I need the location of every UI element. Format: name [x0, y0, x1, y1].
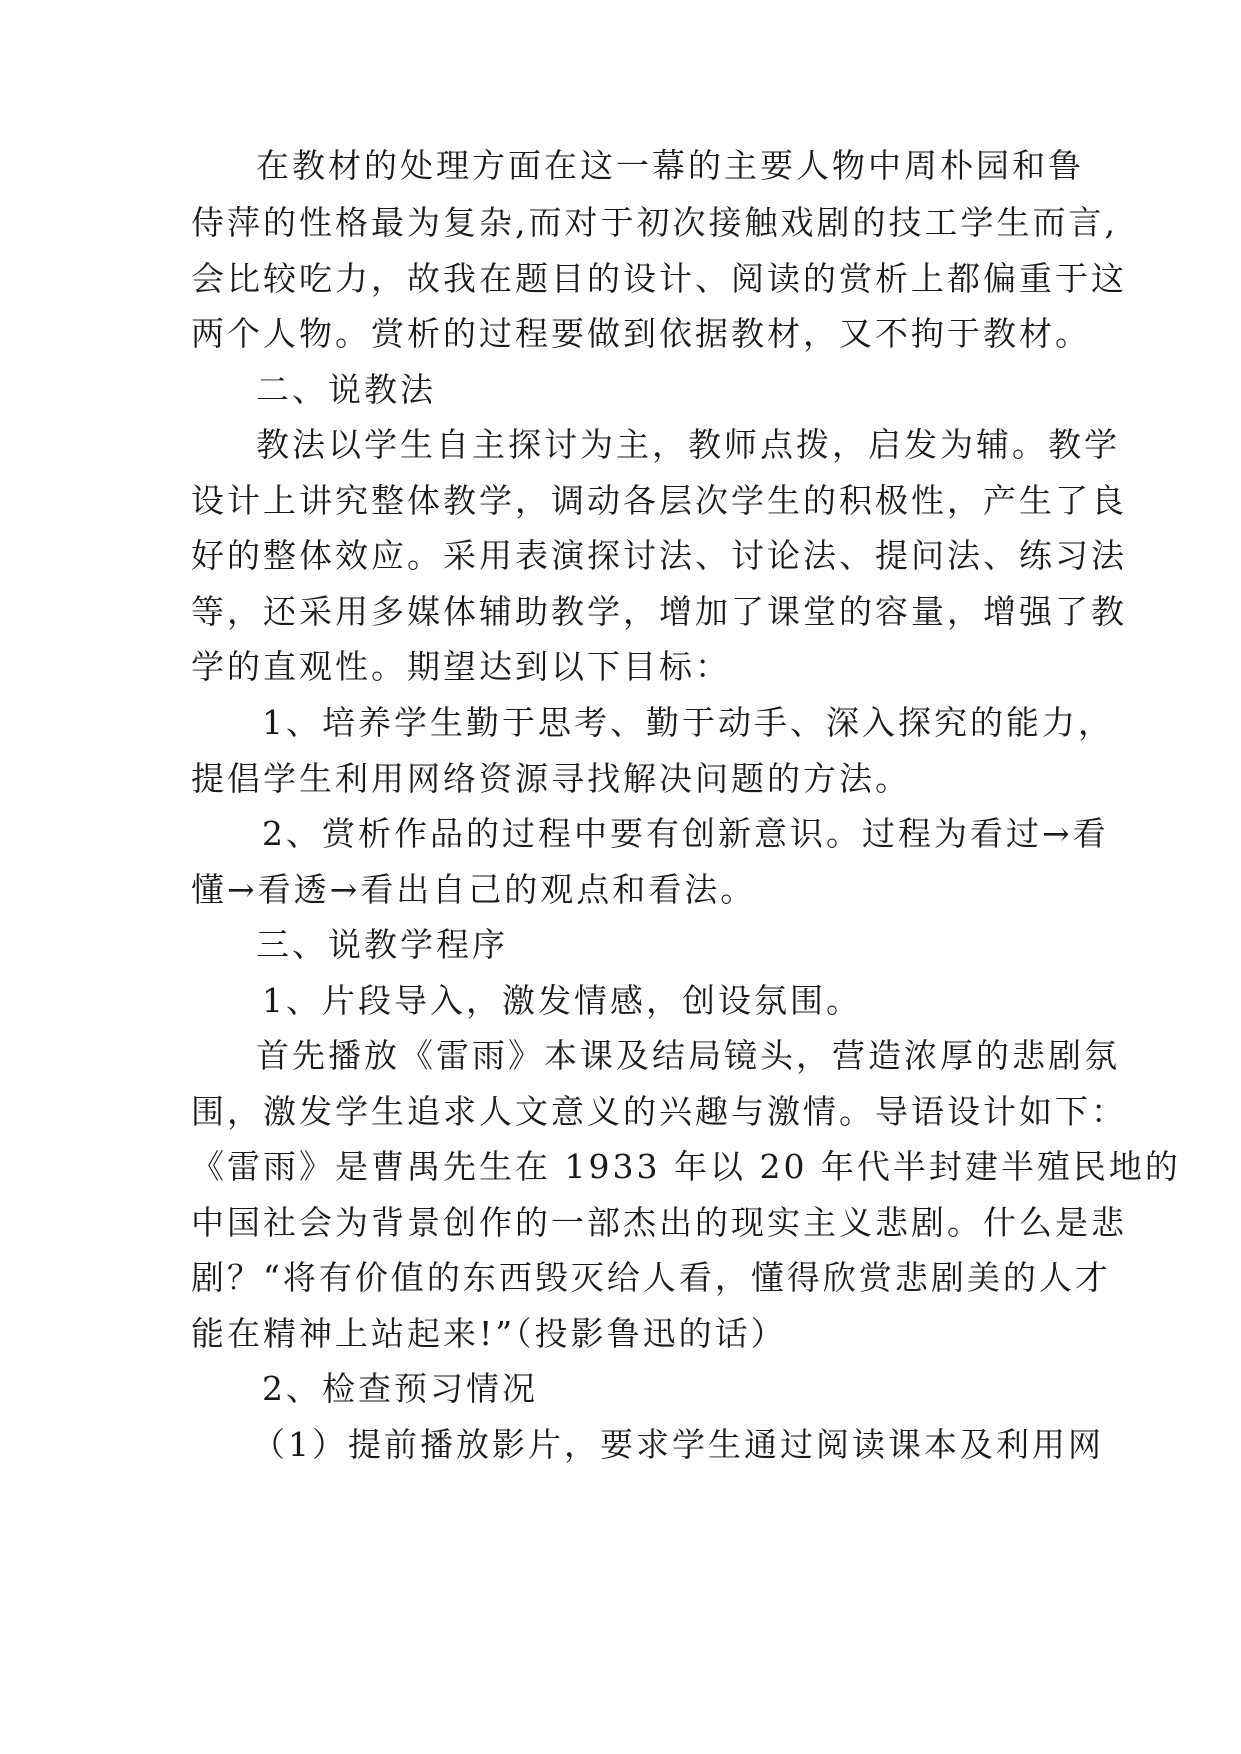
paragraph-line: 《雷雨》是曹禺先生在 1933 年以 20 年代半封建半殖民地的: [191, 1147, 1181, 1186]
paragraph-line: 在教材的处理方面在这一幕的主要人物中周朴园和鲁: [256, 146, 1084, 185]
paragraph-line: 懂→看透→看出自己的观点和看法。: [191, 870, 757, 909]
paragraph-line: 会比较吃力，故我在题目的设计、阅读的赏析上都偏重于这: [191, 259, 1127, 298]
paragraph-line: 侍萍的性格最为复杂,而对于初次接触戏剧的技工学生而言,: [191, 203, 1118, 242]
paragraph-line: 剧？“将有价值的东西毁灭给人看，懂得欣赏悲剧美的人才: [191, 1258, 1111, 1297]
paragraph-line: 教法以学生自主探讨为主，教师点拨，启发为辅。教学: [256, 425, 1120, 464]
paragraph-line: 学的直观性。期望达到以下目标：: [191, 647, 731, 686]
paragraph-line: 两个人物。赏析的过程要做到依据教材，又不拘于教材。: [191, 314, 1091, 353]
paragraph-line: 首先播放《雷雨》本课及结局镜头，营造浓厚的悲剧氛: [256, 1036, 1120, 1075]
list-item: （1）提前播放影片，要求学生通过阅读课本及利用网: [252, 1425, 1104, 1464]
section-heading: 二、说教法: [256, 370, 436, 409]
paragraph-line: 好的整体效应。采用表演探讨法、讨论法、提问法、练习法: [191, 536, 1127, 575]
paragraph-line: 能在精神上站起来!”（投影鲁迅的话）: [191, 1314, 787, 1353]
paragraph-line: 中国社会为背景创作的一部杰出的现实主义悲剧。什么是悲: [191, 1203, 1127, 1242]
section-heading: 三、说教学程序: [256, 925, 508, 964]
list-item: 1、片段导入，激发情感，创设氛围。: [262, 981, 862, 1020]
list-item: 2、检查预习情况: [262, 1369, 538, 1408]
list-item: 2、赏析作品的过程中要有创新意识。过程为看过→看: [262, 814, 1109, 853]
paragraph-line: 设计上讲究整体教学，调动各层次学生的积极性，产生了良: [191, 481, 1127, 520]
paragraph-line: 提倡学生利用网络资源寻找解决问题的方法。: [191, 759, 911, 798]
list-item: 1、培养学生勤于思考、勤于动手、深入探究的能力，: [262, 703, 1114, 742]
paragraph-line: 等，还采用多媒体辅助教学，增加了课堂的容量，增强了教: [191, 592, 1127, 631]
paragraph-line: 围，激发学生追求人文意义的兴趣与激情。导语设计如下：: [191, 1092, 1127, 1131]
